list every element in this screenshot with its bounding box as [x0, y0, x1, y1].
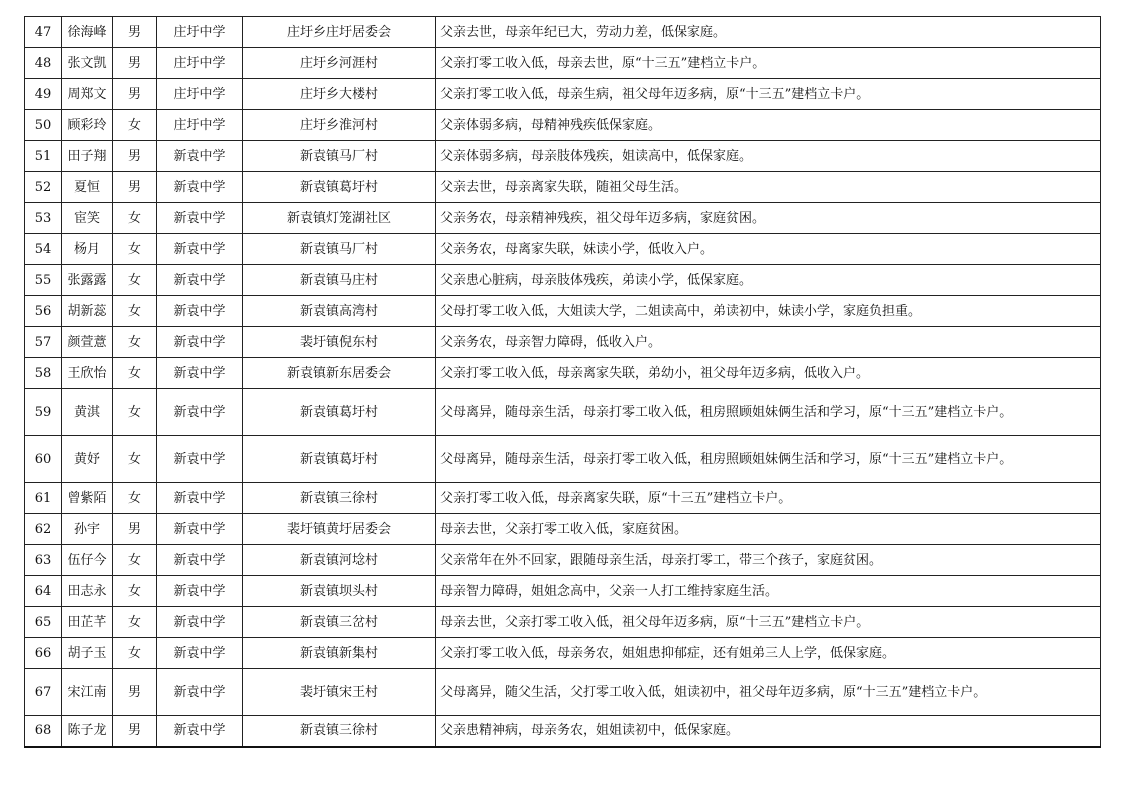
table-row	[25, 716, 1101, 747]
row-number-cell: 60	[25, 436, 62, 483]
school-cell: 新袁中学	[157, 545, 243, 576]
hardship-reason-cell: 父亲打零工收入低，母亲务农，姐姐患抑郁症，还有姐弟三人上学，低保家庭。	[436, 638, 1101, 669]
row-number-cell: 58	[25, 358, 62, 389]
home-address-cell: 新袁镇新东居委会	[243, 358, 436, 389]
student-name-cell: 宦笑	[62, 203, 113, 234]
school-cell: 新袁中学	[157, 436, 243, 483]
gender-cell: 男	[113, 17, 157, 48]
table-row	[25, 669, 1101, 716]
student-name-cell: 伍仔今	[62, 545, 113, 576]
student-name-cell: 张露露	[62, 265, 113, 296]
row-number-cell: 65	[25, 607, 62, 638]
gender-cell: 女	[113, 545, 157, 576]
hardship-reason-cell: 父亲打零工收入低，母亲生病，祖父母年迈多病，原“十三五”建档立卡户。	[436, 79, 1101, 110]
hardship-reason-cell: 母亲智力障碍，姐姐念高中，父亲一人打工维持家庭生活。	[436, 576, 1101, 607]
student-name-cell: 田志永	[62, 576, 113, 607]
gender-cell: 女	[113, 296, 157, 327]
row-number-cell: 59	[25, 389, 62, 436]
table-row	[25, 514, 1101, 545]
home-address-cell: 新袁镇马厂村	[243, 141, 436, 172]
student-name-cell: 宋江南	[62, 669, 113, 716]
gender-cell: 男	[113, 716, 157, 747]
student-name-cell: 周郑文	[62, 79, 113, 110]
table-row	[25, 483, 1101, 514]
hardship-reason-cell: 父亲务农，母离家失联，妹读小学，低收入户。	[436, 234, 1101, 265]
student-name-cell: 孙宇	[62, 514, 113, 545]
gender-cell: 女	[113, 265, 157, 296]
table-row	[25, 576, 1101, 607]
student-name-cell: 夏恒	[62, 172, 113, 203]
home-address-cell: 裴圩镇黄圩居委会	[243, 514, 436, 545]
student-name-cell: 曾紫陌	[62, 483, 113, 514]
row-number-cell: 62	[25, 514, 62, 545]
school-cell: 新袁中学	[157, 234, 243, 265]
student-name-cell: 黄妤	[62, 436, 113, 483]
school-cell: 新袁中学	[157, 265, 243, 296]
hardship-reason-cell: 父亲务农，母亲智力障碍，低收入户。	[436, 327, 1101, 358]
table-row	[25, 110, 1101, 141]
row-number-cell: 66	[25, 638, 62, 669]
table-row	[25, 203, 1101, 234]
student-name-cell: 田芷芊	[62, 607, 113, 638]
gender-cell: 男	[113, 141, 157, 172]
hardship-reason-cell: 父亲去世，母亲离家失联，随祖父母生活。	[436, 172, 1101, 203]
gender-cell: 男	[113, 79, 157, 110]
student-name-cell: 胡新蕊	[62, 296, 113, 327]
school-cell: 新袁中学	[157, 358, 243, 389]
row-number-cell: 63	[25, 545, 62, 576]
home-address-cell: 庄圩乡大楼村	[243, 79, 436, 110]
student-name-cell: 陈子龙	[62, 716, 113, 747]
row-number-cell: 50	[25, 110, 62, 141]
row-number-cell: 49	[25, 79, 62, 110]
hardship-reason-cell: 父亲打零工收入低，母亲离家失联，弟幼小，祖父母年迈多病，低收入户。	[436, 358, 1101, 389]
home-address-cell: 新袁镇河埝村	[243, 545, 436, 576]
gender-cell: 女	[113, 358, 157, 389]
row-number-cell: 52	[25, 172, 62, 203]
table-row	[25, 296, 1101, 327]
row-number-cell: 54	[25, 234, 62, 265]
home-address-cell: 新袁镇三徐村	[243, 716, 436, 747]
student-aid-table	[24, 16, 1101, 748]
gender-cell: 女	[113, 607, 157, 638]
table-body	[25, 17, 1101, 747]
school-cell: 新袁中学	[157, 327, 243, 358]
gender-cell: 女	[113, 638, 157, 669]
row-number-cell: 68	[25, 716, 62, 747]
gender-cell: 女	[113, 234, 157, 265]
home-address-cell: 裴圩镇倪东村	[243, 327, 436, 358]
table-row	[25, 327, 1101, 358]
row-number-cell: 67	[25, 669, 62, 716]
home-address-cell: 新袁镇灯笼湖社区	[243, 203, 436, 234]
student-name-cell: 徐海峰	[62, 17, 113, 48]
table-row	[25, 389, 1101, 436]
table-row	[25, 436, 1101, 483]
row-number-cell: 47	[25, 17, 62, 48]
student-name-cell: 王欣怡	[62, 358, 113, 389]
school-cell: 新袁中学	[157, 172, 243, 203]
hardship-reason-cell: 父亲打零工收入低，母亲去世，原“十三五”建档立卡户。	[436, 48, 1101, 79]
school-cell: 新袁中学	[157, 296, 243, 327]
gender-cell: 女	[113, 110, 157, 141]
school-cell: 新袁中学	[157, 203, 243, 234]
student-name-cell: 顾彩玲	[62, 110, 113, 141]
table-row	[25, 234, 1101, 265]
student-name-cell: 田子翔	[62, 141, 113, 172]
school-cell: 新袁中学	[157, 716, 243, 747]
hardship-reason-cell: 父亲务农，母亲精神残疾，祖父母年迈多病，家庭贫困。	[436, 203, 1101, 234]
row-number-cell: 57	[25, 327, 62, 358]
student-name-cell: 张文凯	[62, 48, 113, 79]
home-address-cell: 新袁镇葛圩村	[243, 172, 436, 203]
table-row	[25, 141, 1101, 172]
row-number-cell: 51	[25, 141, 62, 172]
gender-cell: 男	[113, 48, 157, 79]
school-cell: 新袁中学	[157, 576, 243, 607]
hardship-reason-cell: 父亲患精神病，母亲务农，姐姐读初中，低保家庭。	[436, 716, 1101, 747]
home-address-cell: 庄圩乡淮河村	[243, 110, 436, 141]
home-address-cell: 新袁镇新集村	[243, 638, 436, 669]
row-number-cell: 53	[25, 203, 62, 234]
table-row	[25, 607, 1101, 638]
hardship-reason-cell: 父亲患心脏病，母亲肢体残疾，弟读小学，低保家庭。	[436, 265, 1101, 296]
school-cell: 庄圩中学	[157, 17, 243, 48]
row-number-cell: 56	[25, 296, 62, 327]
row-number-cell: 55	[25, 265, 62, 296]
table-row	[25, 358, 1101, 389]
row-number-cell: 61	[25, 483, 62, 514]
gender-cell: 女	[113, 327, 157, 358]
school-cell: 新袁中学	[157, 483, 243, 514]
hardship-reason-cell: 父亲体弱多病，母亲肢体残疾，姐读高中，低保家庭。	[436, 141, 1101, 172]
hardship-reason-cell: 父母离异，随母亲生活，母亲打零工收入低，租房照顾姐妹俩生活和学习，原“十三五”建档立卡户。	[436, 389, 1101, 436]
home-address-cell: 新袁镇三岔村	[243, 607, 436, 638]
home-address-cell: 新袁镇马庄村	[243, 265, 436, 296]
school-cell: 新袁中学	[157, 669, 243, 716]
hardship-reason-cell: 母亲去世，父亲打零工收入低，祖父母年迈多病，原“十三五”建档立卡户。	[436, 607, 1101, 638]
home-address-cell: 新袁镇葛圩村	[243, 389, 436, 436]
gender-cell: 女	[113, 436, 157, 483]
hardship-reason-cell: 母亲去世，父亲打零工收入低，家庭贫困。	[436, 514, 1101, 545]
home-address-cell: 新袁镇葛圩村	[243, 436, 436, 483]
student-name-cell: 杨月	[62, 234, 113, 265]
gender-cell: 女	[113, 483, 157, 514]
school-cell: 庄圩中学	[157, 48, 243, 79]
home-address-cell: 新袁镇高湾村	[243, 296, 436, 327]
row-number-cell: 64	[25, 576, 62, 607]
hardship-reason-cell: 父母离异，随母亲生活，母亲打零工收入低，租房照顾姐妹俩生活和学习，原“十三五”建档立卡户。	[436, 436, 1101, 483]
home-address-cell: 新袁镇马厂村	[243, 234, 436, 265]
hardship-reason-cell: 父亲体弱多病，母精神残疾低保家庭。	[436, 110, 1101, 141]
home-address-cell: 新袁镇三徐村	[243, 483, 436, 514]
school-cell: 新袁中学	[157, 638, 243, 669]
school-cell: 新袁中学	[157, 514, 243, 545]
table-row	[25, 172, 1101, 203]
table-row	[25, 79, 1101, 110]
student-name-cell: 胡子玉	[62, 638, 113, 669]
hardship-reason-cell: 父亲打零工收入低，母亲离家失联，原“十三五”建档立卡户。	[436, 483, 1101, 514]
school-cell: 新袁中学	[157, 389, 243, 436]
table-row	[25, 17, 1101, 48]
hardship-reason-cell: 父亲去世，母亲年纪已大，劳动力差，低保家庭。	[436, 17, 1101, 48]
student-name-cell: 颜萱薏	[62, 327, 113, 358]
school-cell: 庄圩中学	[157, 79, 243, 110]
gender-cell: 女	[113, 389, 157, 436]
gender-cell: 男	[113, 514, 157, 545]
student-name-cell: 黄淇	[62, 389, 113, 436]
table-row	[25, 265, 1101, 296]
gender-cell: 男	[113, 669, 157, 716]
home-address-cell: 庄圩乡河涯村	[243, 48, 436, 79]
school-cell: 新袁中学	[157, 607, 243, 638]
gender-cell: 女	[113, 576, 157, 607]
home-address-cell: 新袁镇坝头村	[243, 576, 436, 607]
school-cell: 新袁中学	[157, 141, 243, 172]
hardship-reason-cell: 父亲常年在外不回家，跟随母亲生活，母亲打零工，带三个孩子，家庭贫困。	[436, 545, 1101, 576]
table-row	[25, 638, 1101, 669]
table-row	[25, 545, 1101, 576]
school-cell: 庄圩中学	[157, 110, 243, 141]
row-number-cell: 48	[25, 48, 62, 79]
hardship-reason-cell: 父母打零工收入低，大姐读大学，二姐读高中，弟读初中，妹读小学，家庭负担重。	[436, 296, 1101, 327]
gender-cell: 女	[113, 203, 157, 234]
table-row	[25, 48, 1101, 79]
gender-cell: 男	[113, 172, 157, 203]
home-address-cell: 裴圩镇宋王村	[243, 669, 436, 716]
hardship-reason-cell: 父母离异，随父生活，父打零工收入低，姐读初中，祖父母年迈多病，原“十三五”建档立卡户。	[436, 669, 1101, 716]
home-address-cell: 庄圩乡庄圩居委会	[243, 17, 436, 48]
